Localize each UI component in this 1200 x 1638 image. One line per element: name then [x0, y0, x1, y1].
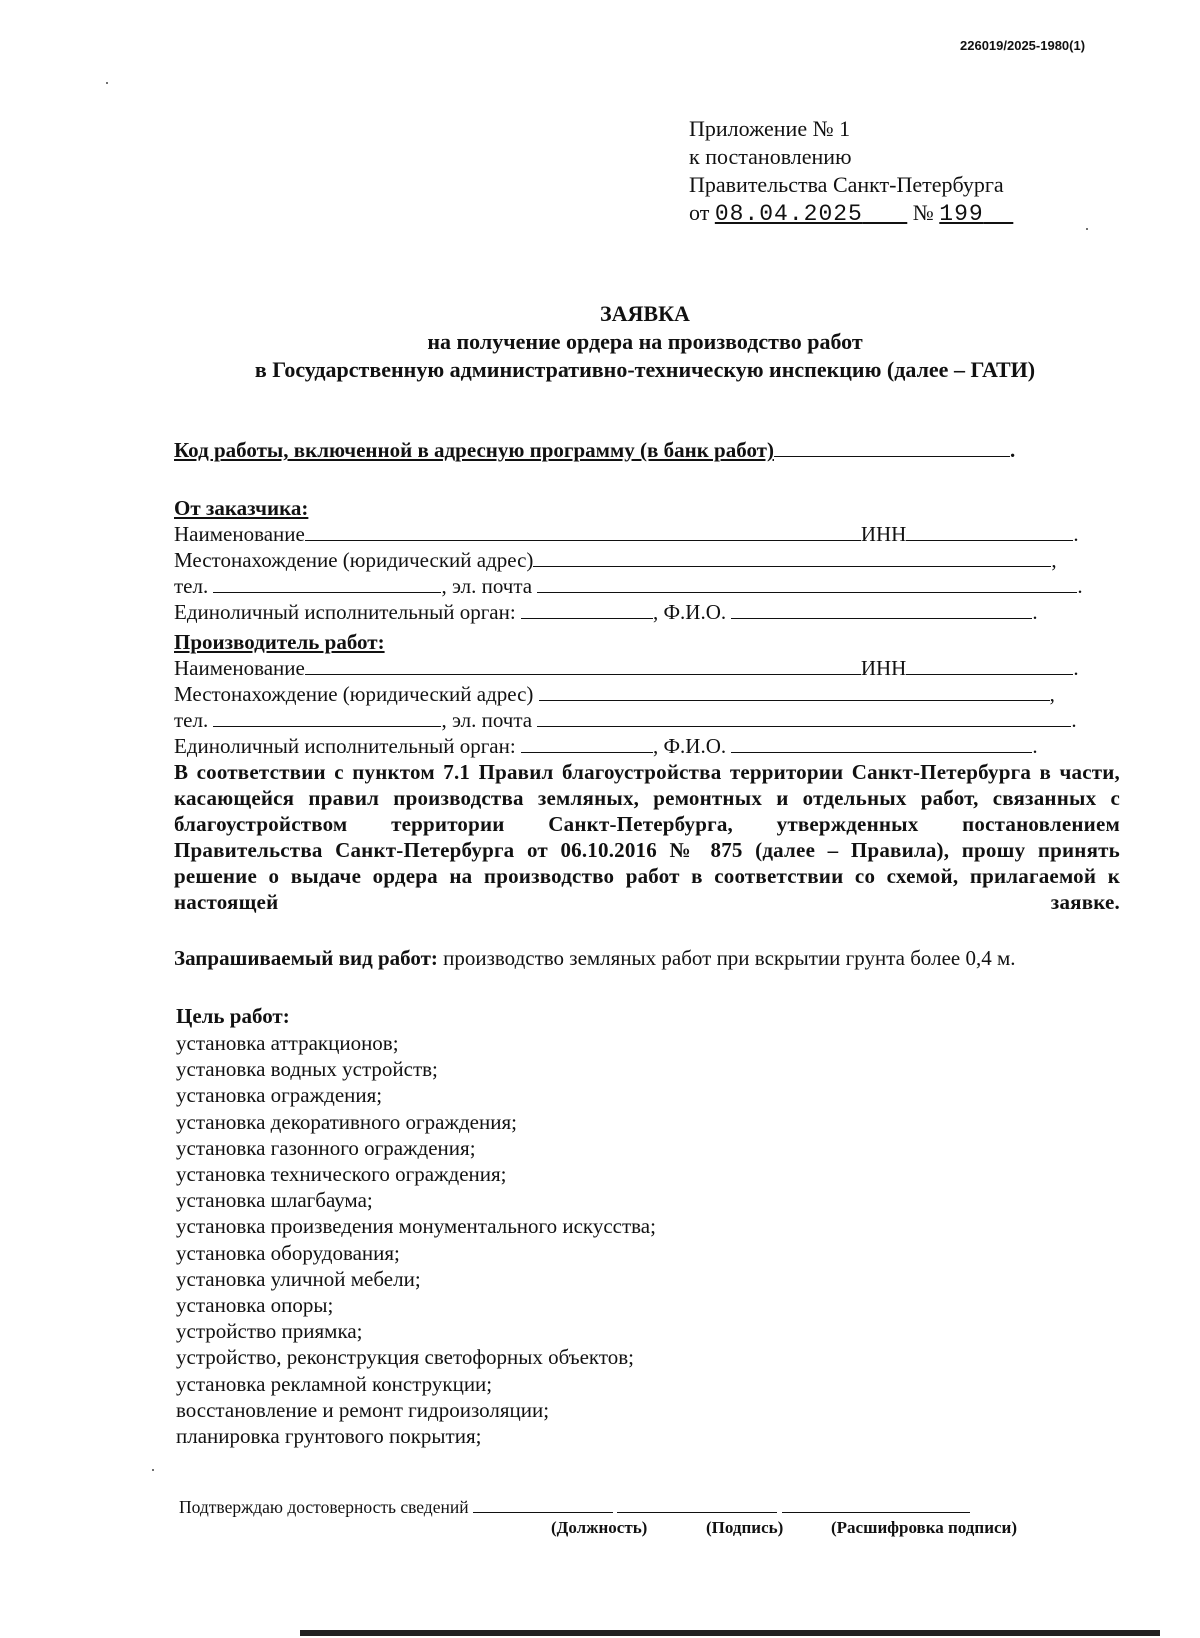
goal-item: установка аттракционов; — [176, 1031, 399, 1055]
contractor-email-label: , эл. почта — [441, 708, 533, 732]
signature-caption: (Подпись) — [706, 1518, 784, 1537]
customer-name-row: Наименование ИНН . — [174, 522, 1079, 546]
goal-item: устройство приямка; — [176, 1319, 363, 1344]
annex-line-2: к постановлению — [689, 144, 852, 169]
customer-address-row: Местонахождение (юридический адрес) , — [174, 548, 1057, 572]
title-line-3: в Государственную административно-техническую инспекцию (далее – ГАТИ) — [254, 357, 1036, 382]
goal-item: установка рекламной конструкции; — [176, 1371, 493, 1396]
annex-date-line — [689, 199, 1013, 228]
customer-executive-row: Единоличный исполнительный орган: , Ф.И.О. . — [174, 600, 1038, 624]
goal-item: установка декоративного ограждения; — [176, 1109, 517, 1134]
customer-email-label: , эл. почта — [441, 574, 533, 598]
work-type-label: Запрашиваемый вид работ: — [174, 946, 438, 970]
customer-executive-field[interactable] — [521, 600, 653, 619]
goal-item: установка ограждения; — [176, 1083, 383, 1108]
customer-contacts-row: тел. , эл. почта . — [174, 574, 1083, 598]
contractor-address-label: Местонахождение (юридический адрес) — [174, 682, 534, 706]
annex-line-3: Правительства Санкт-Петербурга — [689, 172, 1004, 197]
annex-number: 199 — [939, 201, 984, 227]
customer-email-field[interactable] — [537, 574, 1077, 593]
signature-row — [179, 1497, 970, 1518]
work-type-value: производство земляных работ при вскрытии грунта более 0,4 м. — [443, 946, 1016, 970]
contractor-contacts-row: тел. , эл. почта . — [174, 708, 1077, 732]
work-type-block — [174, 945, 1120, 971]
customer-fio-field[interactable] — [731, 600, 1032, 619]
contractor-phone-field[interactable] — [213, 708, 441, 727]
contractor-name-label: Наименование — [174, 656, 305, 680]
goal-item: восстановление и ремонт гидроизоляции; — [176, 1397, 550, 1422]
customer-name-label: Наименование — [174, 522, 305, 546]
confirm-label: Подтверждаю достоверность сведений — [179, 1497, 469, 1517]
goal-item: установка произведения монументального искусства; — [176, 1214, 656, 1239]
contractor-address-row: Местонахождение (юридический адрес) , — [174, 682, 1055, 706]
goals-list — [176, 1030, 656, 1449]
contractor-fio-field[interactable] — [731, 734, 1032, 753]
goal-item: установка уличной мебели; — [176, 1266, 421, 1291]
contractor-executive-label: Единоличный исполнительный орган: — [174, 734, 516, 758]
contractor-name-field[interactable] — [305, 656, 861, 675]
work-code-row: Код работы, включенной в адресную программу (в банк работ) . — [174, 438, 1016, 462]
annex-line-1: Приложение № 1 — [689, 116, 851, 141]
contractor-heading: Производитель работ: — [174, 630, 385, 654]
request-paragraph: В соответствии с пунктом 7.1 Правил благоустройства территории Санкт-Петербурга в части, касающейся правил производства земляных, ремонтных и отдельных работ, связанных с благоустройством территории Санкт-Петербурга, утвержденных постановлением Правительства Санкт-Петербурга от 06.10.2016 № 875 (далее – Правила), прошу принять решение о выдаче ордера на производство работ в соответствии со схемой, прилагаемой к настоящей заявке. — [174, 760, 1120, 914]
customer-executive-label: Единоличный исполнительный орган: — [174, 600, 516, 624]
customer-inn-field[interactable] — [906, 522, 1073, 541]
contractor-name-row: Наименование ИНН . — [174, 656, 1079, 680]
scan-speck — [1086, 228, 1088, 230]
signature-field[interactable] — [617, 1498, 777, 1513]
contractor-address-field[interactable] — [539, 682, 1050, 701]
goal-item: планировка грунтового покрытия; — [176, 1424, 482, 1449]
decryption-field[interactable] — [782, 1498, 970, 1513]
position-field[interactable] — [473, 1498, 613, 1513]
goal-item: установка оборудования; — [176, 1240, 400, 1265]
goal-item: установка водных устройств; — [176, 1057, 438, 1082]
goal-item: установка шлагбаума; — [176, 1188, 373, 1213]
document-title — [0, 300, 1200, 384]
decryption-caption: (Расшифровка подписи) — [831, 1518, 1017, 1537]
work-code-label: Код работы, включенной в адресную программу (в банк работ) — [174, 438, 774, 462]
annex-from-label: от — [689, 200, 710, 225]
contractor-inn-field[interactable] — [906, 656, 1073, 675]
annex-number-label: № — [912, 200, 934, 225]
document-reference-number: 226019/2025-1980(1) — [960, 38, 1086, 53]
customer-name-field[interactable] — [305, 522, 861, 541]
customer-heading: От заказчика: — [174, 496, 309, 520]
scan-edge-bar — [300, 1630, 1160, 1636]
contractor-inn-label: ИНН — [860, 656, 907, 680]
contractor-phone-label: тел. — [174, 708, 209, 732]
scan-speck — [152, 1469, 154, 1471]
goal-item: установка технического ограждения; — [176, 1162, 507, 1187]
customer-phone-label: тел. — [174, 574, 209, 598]
contractor-fio-label: , Ф.И.О. — [652, 734, 727, 758]
work-code-field[interactable] — [774, 438, 1010, 457]
goals-heading: Цель работ: — [176, 1004, 290, 1028]
annex-date: 08.04.2025 — [714, 201, 863, 227]
contractor-email-field[interactable] — [537, 708, 1071, 727]
goal-item: установка опоры; — [176, 1293, 334, 1318]
customer-address-label: Местонахождение (юридический адрес) — [174, 548, 534, 572]
title-line-2: на получение ордера на производство работ — [427, 329, 863, 354]
goal-item: устройство, реконструкция светофорных объектов; — [176, 1345, 634, 1370]
title-line-1: ЗАЯВКА — [600, 301, 690, 326]
annex-block — [689, 115, 1013, 228]
customer-inn-label: ИНН — [860, 522, 907, 546]
contractor-executive-row: Единоличный исполнительный орган: , Ф.И.О. . — [174, 734, 1038, 758]
scan-speck — [106, 82, 108, 84]
position-caption: (Должность) — [551, 1518, 648, 1537]
customer-phone-field[interactable] — [213, 574, 441, 593]
contractor-executive-field[interactable] — [521, 734, 653, 753]
customer-fio-label: , Ф.И.О. — [652, 600, 727, 624]
goal-item: установка газонного ограждения; — [176, 1135, 476, 1160]
customer-address-field[interactable] — [533, 548, 1051, 567]
